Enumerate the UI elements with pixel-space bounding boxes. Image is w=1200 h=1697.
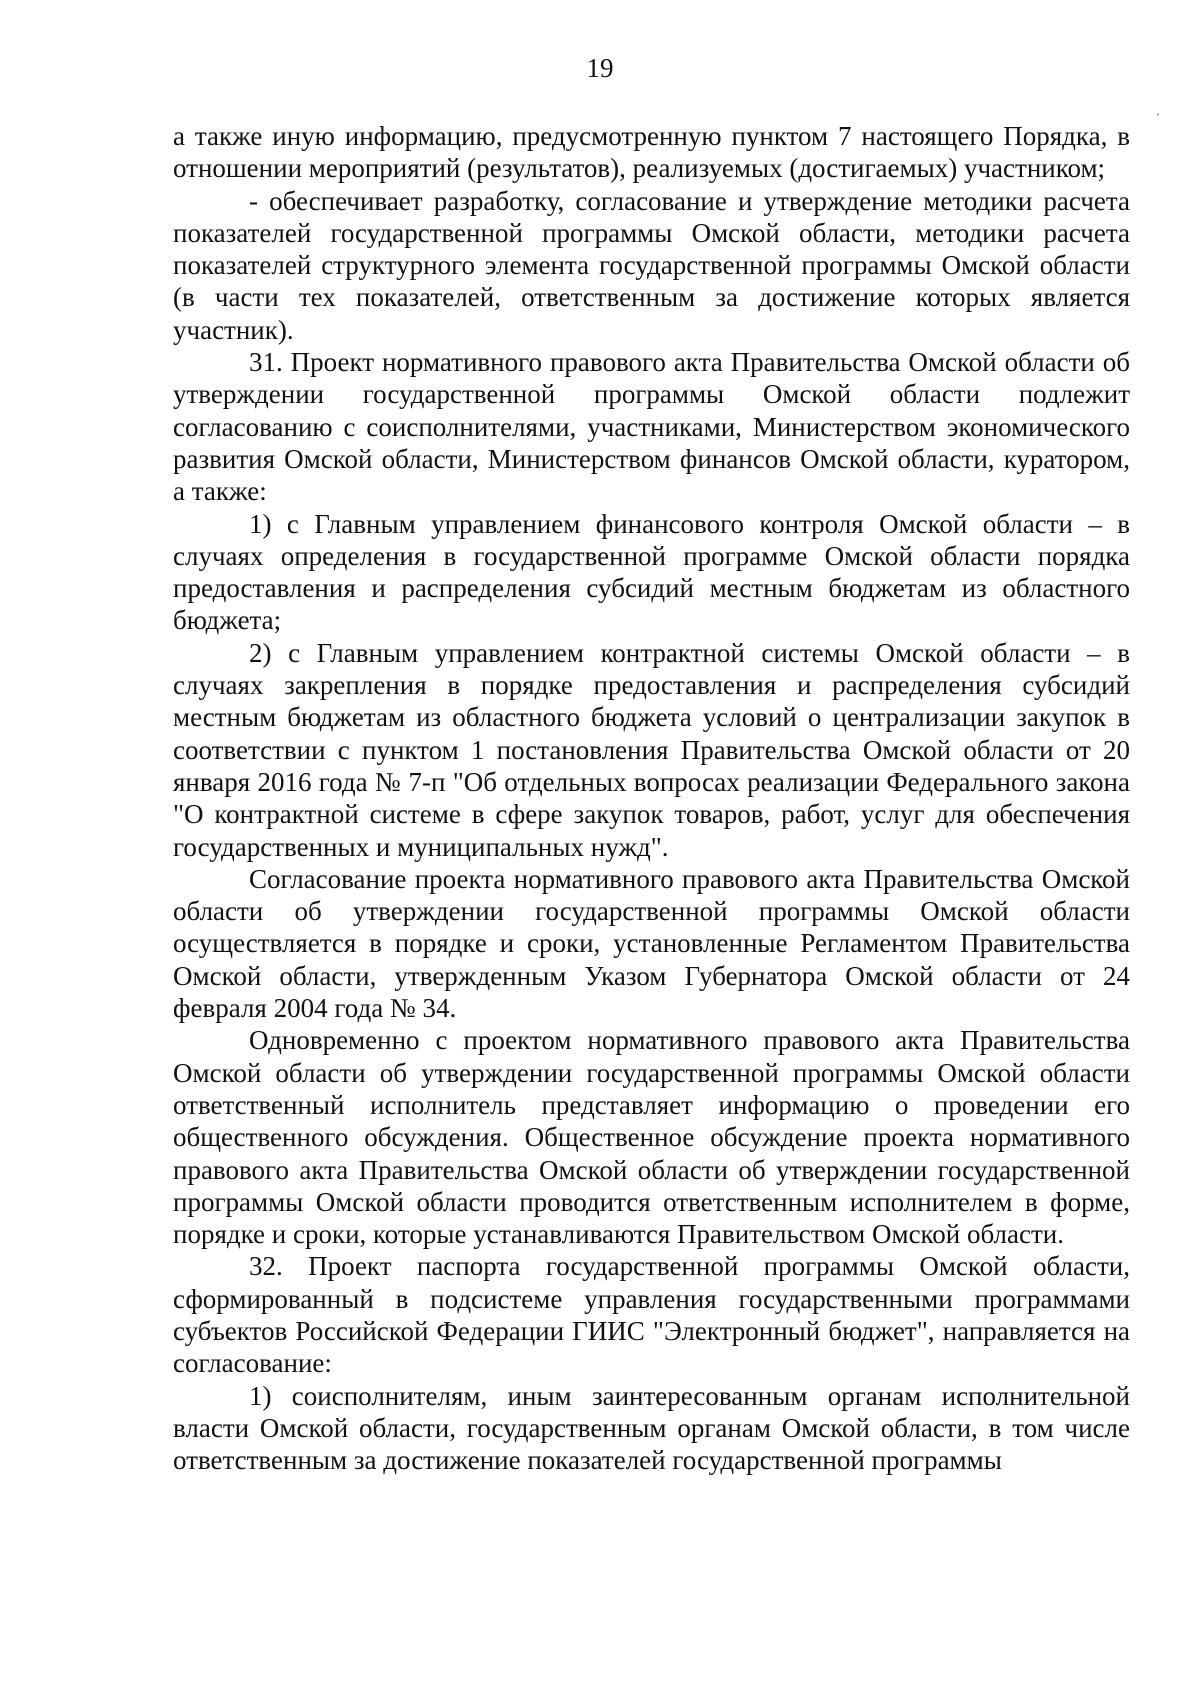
paragraph-public-discussion: Одновременно с проектом нормативного правового акта Правительства Омской области об утверждении государственной программы Омской области ответственный исполнитель представляет информацию о проведении его общественного обсуждения. Общественное обсуждение проекта нормативного правового акта Правительства Омской области об утверждении государственной программы Омской области проводится ответственным исполнителем в форме, порядке и сроки, которые устанавливаются Правительством Омской области. xyxy=(173,1025,1130,1250)
page-number: 19 xyxy=(586,53,614,83)
scan-mark xyxy=(1157,113,1159,116)
paragraph-31-item-1: 1) с Главным управлением финансового контроля Омской области – в случаях определения в государственной программе Омской области порядка предоставления и распределения субсидий местным бюджетам из областного бюджета; xyxy=(173,508,1130,636)
paragraph-32: 32. Проект паспорта государственной программы Омской области, сформированный в подсистеме управления государственными программами субъектов Российской Федерации ГИИС "Электронный бюджет", направляется на согласование: xyxy=(173,1251,1130,1379)
paragraph-approval: Согласование проекта нормативного правового акта Правительства Омской области об утверждении государственной программы Омской области осуществляется в порядке и сроки, установленные Регламентом Правительства Омской области, утвержденным Указом Губернатора Омской области от 24 февраля 2004 года № 34. xyxy=(173,863,1130,1024)
paragraph-31: 31. Проект нормативного правового акта Правительства Омской области об утверждении государственной программы Омской области подлежит согласованию с соисполнителями, участниками, Министерством экономического развития Омской области, Министерством финансов Омской области, куратором, а также: xyxy=(173,347,1130,507)
paragraph-methodology: - обеспечивает разработку, согласование и утверждение методики расчета показателей государственной программы Омской области, методики расчета показателей структурного элемента государственной программы Омской области (в части тех показателей, ответственным за достижение которых является участник). xyxy=(173,185,1130,345)
paragraph-continuation: а также иную информацию, предусмотренную пунктом 7 настоящего Порядка, в отношении мероприятий (результатов), реализуемых (достигаемых) участником; xyxy=(173,121,1130,184)
paragraph-31-item-2: 2) с Главным управлением контрактной системы Омской области – в случаях закрепления в порядке предоставления и распределения субсидий местным бюджетам из областного бюджета условий о централизации закупок в соответствии с пунктом 1 постановления Правительства Омской области от 20 января 2016 года № 7-п "Об отдельных вопросах реализации Федерального закона "О контрактной системе в сфере закупок товаров, работ, услуг для обеспечения государственных и муниципальных нужд". xyxy=(173,637,1130,862)
paragraph-32-item-1: 1) соисполнителям, иным заинтересованным органам исполнительной власти Омской области, государственным органам Омской области, в том числе ответственным за достижение показателей государственной программы xyxy=(173,1380,1130,1476)
document-body xyxy=(173,120,1130,1476)
